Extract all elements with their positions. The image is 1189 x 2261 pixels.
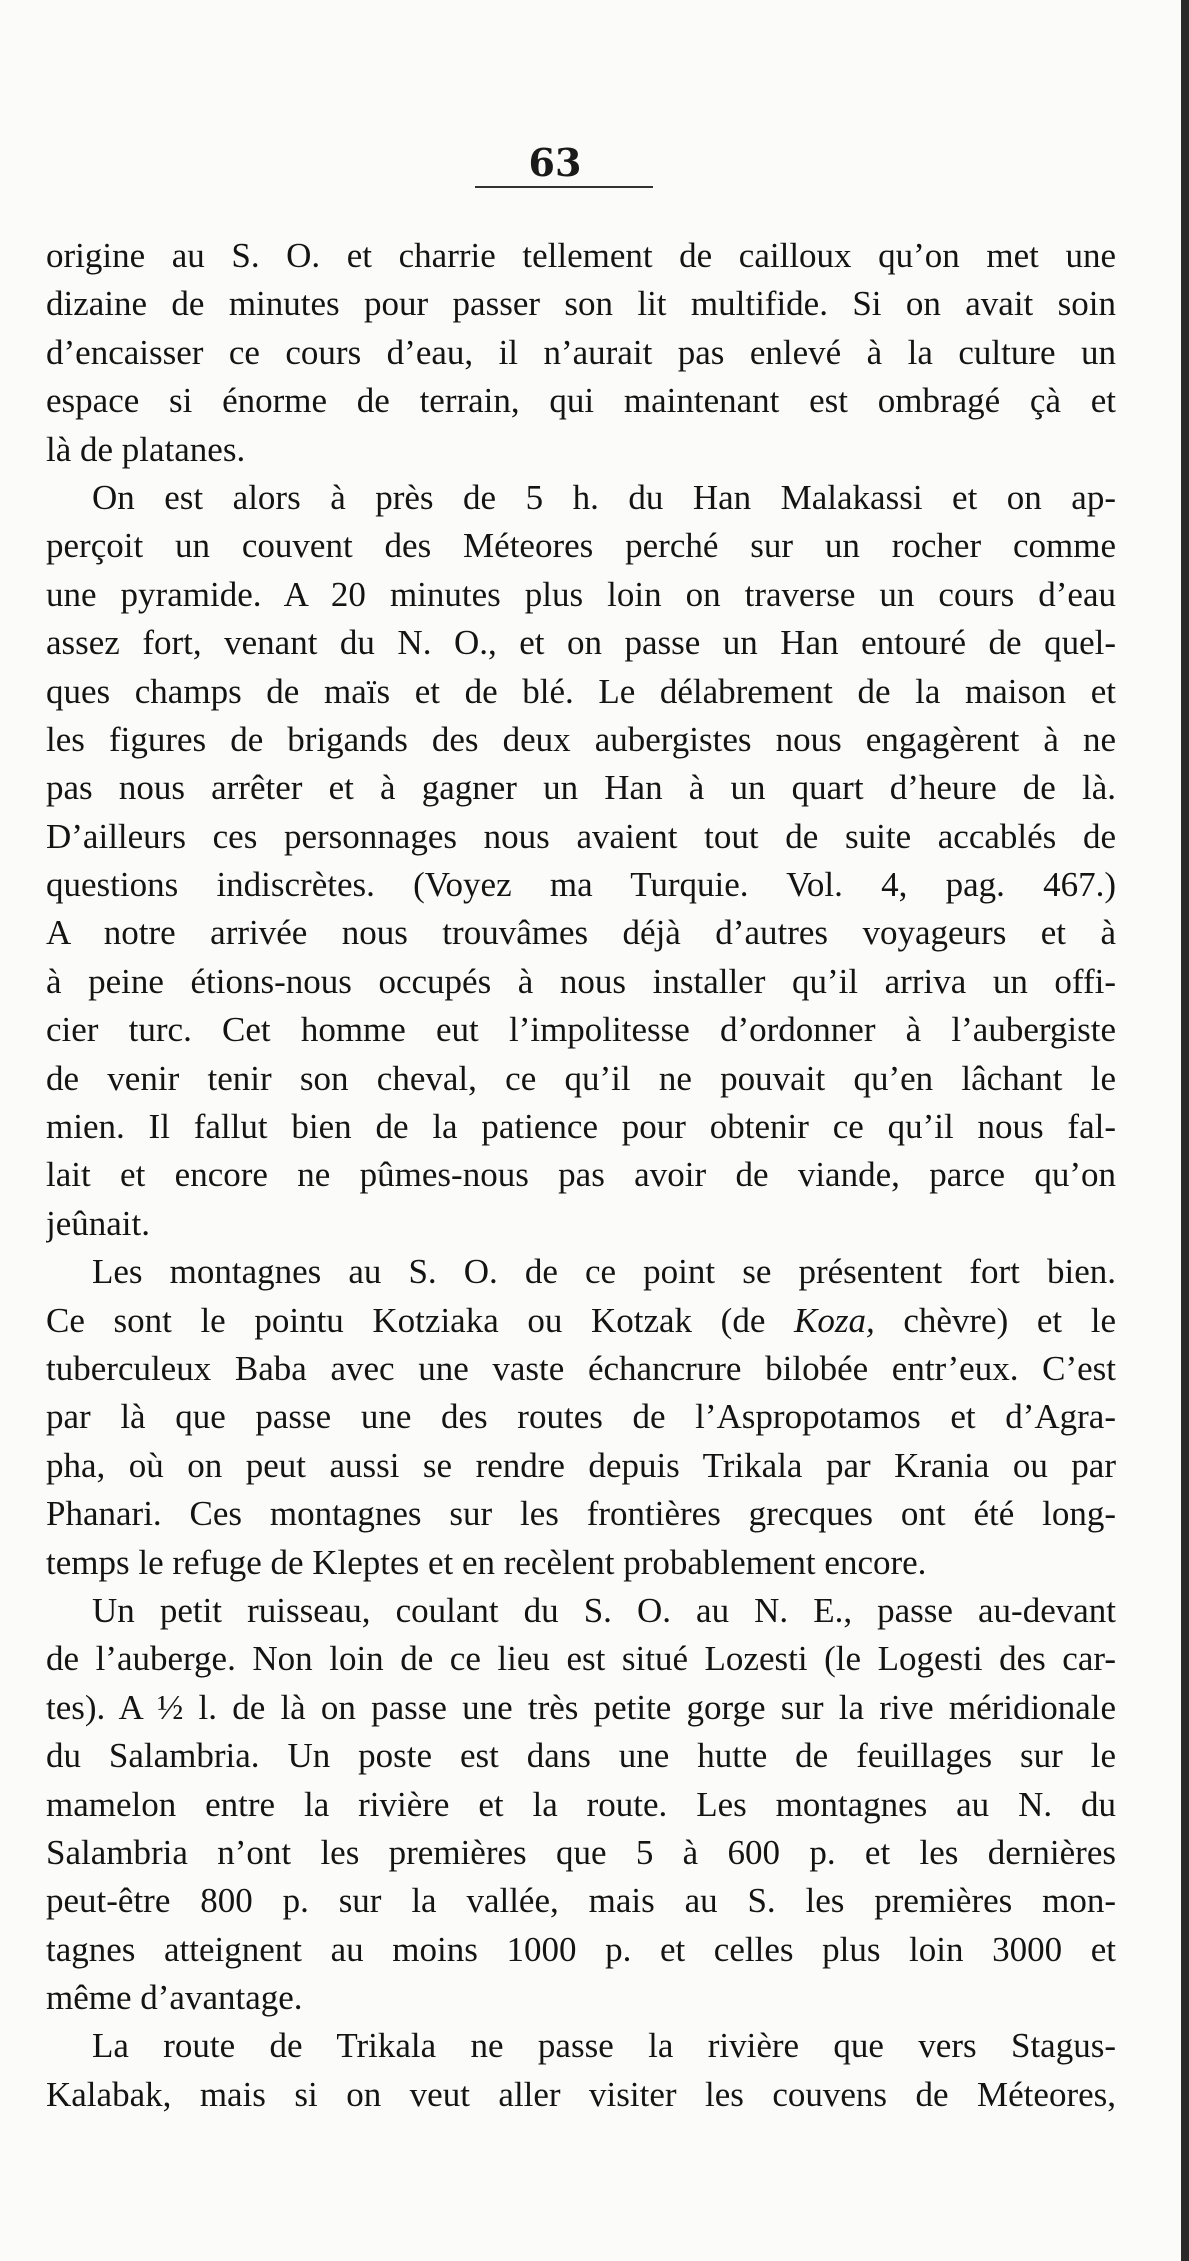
body-text <box>46 232 1116 2119</box>
header-rule <box>475 186 653 188</box>
text-line: Les montagnes au S. O. de ce point se présentent fort bien. <box>92 1252 1116 1292</box>
text-line: une pyramide. A 20 minutes plus loin on traverse un cours d’eau <box>46 574 1116 614</box>
text-line: là de platanes. <box>46 429 246 469</box>
text-line: par là que passe une des routes de l’Aspropotamos et d’Agra- <box>46 1397 1116 1437</box>
text-line: même d’avantage. <box>46 1978 303 2018</box>
text-line: de l’auberge. Non loin de ce lieu est situé Lozesti (le Logesti des car- <box>46 1639 1116 1679</box>
text-line: Phanari. Ces montagnes sur les frontières grecques ont été long- <box>46 1494 1116 1534</box>
text-line: Un petit ruisseau, coulant du S. O. au N. E., passe au-devant <box>92 1590 1116 1630</box>
text-line: Ce sont le pointu Kotziaka ou Kotzak (de Koza, chèvre) et le <box>46 1300 1116 1340</box>
text-line: origine au S. O. et charrie tellement de cailloux qu’on met une <box>46 236 1116 275</box>
text-line: de venir tenir son cheval, ce qu’il ne pouvait qu’en lâchant le <box>46 1058 1116 1098</box>
text-line: On est alors à près de 5 h. du Han Malakassi et on ap- <box>92 477 1116 517</box>
text-line: A notre arrivée nous trouvâmes déjà d’autres voyageurs et à <box>46 913 1116 953</box>
text-line: pha, où on peut aussi se rendre depuis Trikala par Krania ou par <box>46 1445 1116 1485</box>
text-line: pas nous arrêter et à gagner un Han à un quart d’heure de là. <box>46 768 1116 808</box>
text-line: du Salambria. Un poste est dans une hutte de feuillages sur le <box>46 1736 1116 1776</box>
text-line: espace si énorme de terrain, qui maintenant est ombragé çà et <box>46 381 1116 421</box>
text-line: peut-être 800 p. sur la vallée, mais au S. les premières mon- <box>46 1881 1116 1921</box>
text-line: questions indiscrètes. (Voyez ma Turquie. Vol. 4, pag. 467.) <box>46 865 1116 905</box>
text-line: lait et encore ne pûmes-nous pas avoir de viande, parce qu’on <box>46 1155 1116 1195</box>
text-line: jeûnait. <box>46 1203 150 1243</box>
text-line: tes). A ½ l. de là on passe une très petite gorge sur la rive méridionale <box>46 1687 1116 1727</box>
text-line: perçoit un couvent des Méteores perché sur un rocher comme <box>46 526 1116 566</box>
text-line: mien. Il fallut bien de la patience pour obtenir ce qu’il nous fal- <box>46 1107 1116 1147</box>
page-edge <box>1181 0 1189 2261</box>
text-line: Kalabak, mais si on veut aller visiter les couvens de Méteores, <box>46 2074 1116 2114</box>
text-line: tagnes atteignent au moins 1000 p. et celles plus loin 3000 et <box>46 1929 1116 1969</box>
text-line: ques champs de maïs et de blé. Le délabrement de la maison et <box>46 671 1116 711</box>
text-line: d’encaisser ce cours d’eau, il n’aurait pas enlevé à la culture un <box>46 332 1116 372</box>
text-line: D’ailleurs ces personnages nous avaient tout de suite accablés de <box>46 816 1116 856</box>
text-line: dizaine de minutes pour passer son lit multifide. Si on avait soin <box>46 284 1116 324</box>
page-number: 63 <box>528 140 582 185</box>
text-line: tuberculeux Baba avec une vaste échancrure bilobée entr’eux. C’est <box>46 1348 1116 1388</box>
text-line: Salambria n’ont les premières que 5 à 600 p. et les dernières <box>46 1832 1116 1872</box>
text-line: cier turc. Cet homme eut l’impolitesse d’ordonner à l’aubergiste <box>46 1010 1116 1050</box>
text-line: La route de Trikala ne passe la rivière que vers Stagus- <box>92 2026 1116 2066</box>
text-line: les figures de brigands des deux aubergistes nous engagèrent à ne <box>46 719 1116 759</box>
text-line: à peine étions-nous occupés à nous installer qu’il arriva un offi- <box>46 961 1116 1001</box>
text-line: mamelon entre la rivière et la route. Les montagnes au N. du <box>46 1784 1116 1824</box>
text-line: temps le refuge de Kleptes et en recèlent probablement encore. <box>46 1542 927 1582</box>
text-line: assez fort, venant du N. O., et on passe un Han entouré de quel- <box>46 623 1116 663</box>
